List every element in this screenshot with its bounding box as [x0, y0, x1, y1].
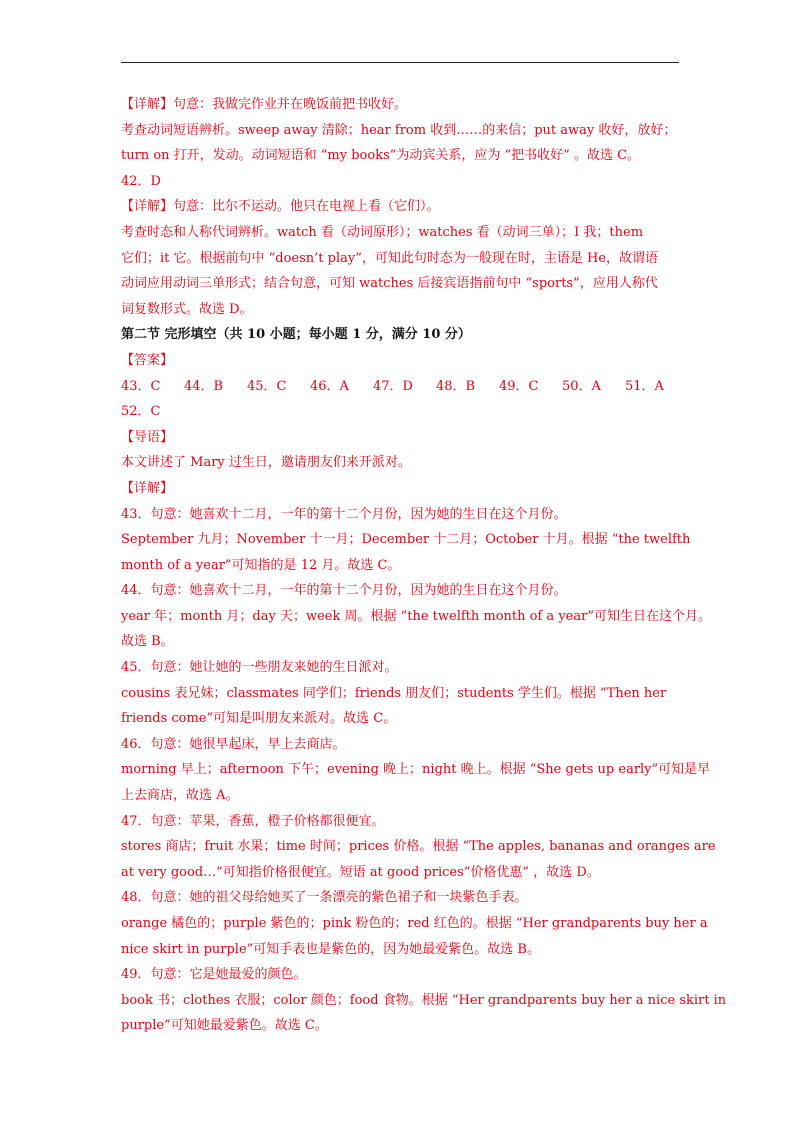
text-line: month of a year”可知指的是 12 月。故选 C。	[121, 557, 401, 573]
answer-key-row	[121, 374, 686, 400]
text-line: 故选 B。	[121, 634, 174, 650]
text-line: cousins 表兄妹；classmates 同学们；friends 朋友们；students 学生们。根据 “Then her	[121, 685, 667, 701]
text-line: 它们；it 它。根据前句中 “doesn’t play”，可知此句时态为一般现在时，主语是 He，故谓语	[121, 250, 659, 266]
text-line: 动词应用动词三单形式；结合句意，可知 watches 后接宾语指前句中 “sports”，应用人称代	[121, 276, 658, 292]
text-line: stores 商店；fruit 水果；time 时间；prices 价格。根据 “The apples, bananas and oranges are	[121, 839, 716, 855]
text-line: book 书；clothes 衣服；color 颜色；food 食物。根据 “Her grandparents buy her a nice skirt in	[121, 992, 727, 1008]
text-line: 上去商店，故选 A。	[121, 788, 239, 804]
text-line: nice skirt in purple”可知手表也是紫色的，因为她最爱紫色。故选 B。	[121, 941, 540, 957]
answer-item: 49．C	[499, 378, 539, 394]
text-line: 45．句意：她让她的一些朋友来她的生日派对。	[121, 660, 398, 676]
text-line: 【详解】句意：我做完作业并在晚饭前把书收好。	[121, 97, 408, 112]
text-line: 46．句意：她很早起床，早上去商店。	[121, 736, 346, 752]
text-line: 【导语】	[121, 429, 174, 445]
text-line: morning 早上；afternoon 下午；evening 晚上；night 晚上。根据 “She gets up early”可知是早	[121, 762, 711, 778]
text-line: 52．C	[121, 404, 161, 420]
answer-item: 45．C	[247, 378, 287, 394]
text-line: 考查时态和人称代词辨析。watch 看（动词原形）；watches 看（动词三单）；I 我；them	[121, 224, 644, 240]
text-line: 词复数形式。故选 D。	[121, 301, 253, 317]
text-line: 42．D	[121, 173, 161, 189]
document-body	[121, 92, 727, 1039]
text-line: friends come”可知是叫朋友来派对。故选 C。	[121, 711, 397, 727]
text-line: 考查动词短语辨析。sweep away 清除；hear from 收到……的来信；put away 收好，放好；	[121, 122, 677, 138]
text-line: purple”可知她最爱紫色。故选 C。	[121, 1018, 328, 1034]
text-line: 43．句意：她喜欢十二月，一年的第十二个月份，因为她的生日在这个月份。	[121, 506, 567, 522]
answer-item: 51．A	[625, 378, 664, 394]
text-line: 44．句意：她喜欢十二月，一年的第十二个月份，因为她的生日在这个月份。	[121, 583, 567, 599]
answer-item: 46．A	[310, 378, 349, 394]
answer-item: 47．D	[373, 378, 413, 394]
text-line: 【详解】	[121, 480, 174, 496]
header-rule	[121, 62, 679, 63]
answer-item: 48．B	[436, 378, 476, 394]
text-line: orange 橘色的；purple 紫色的；pink 粉色的；red 红色的。根据 “Her grandparents buy her a	[121, 916, 708, 931]
answer-item: 50．A	[562, 378, 601, 394]
text-line: 【详解】句意：比尔不运动。他只在电视上看（它们）。	[121, 199, 440, 215]
text-line: 48．句意：她的祖父母给她买了一条漂亮的紫色裙子和一块紫色手表。	[121, 890, 528, 906]
text-line: 49．句意：它是她最爱的颜色。	[121, 967, 307, 983]
text-line: 47．句意：苹果，香蕉，橙子价格都很便宜。	[121, 813, 385, 829]
answer-item: 43．C	[121, 378, 161, 394]
text-line: at very good…”可知指价格很便宜。短语 at good prices“价格优惠” ，故选 D。	[121, 864, 600, 880]
answer-item: 44．B	[184, 378, 224, 394]
text-line: turn on 打开，发动。动词短语和 “my books”为动宾关系，应为 “把书收好” 。故选 C。	[121, 148, 641, 164]
section-heading: 第二节 完形填空（共 10 小题；每小题 1 分，满分 10 分）	[121, 327, 471, 343]
text-line: 本文讲述了 Mary 过生日，邀请朋友们来开派对。	[121, 455, 411, 471]
text-line: year 年；month 月；day 天；week 周。根据 “the twelfth month of a year”可知生日在这个月。	[121, 608, 711, 624]
text-line: September 九月；November 十一月；December 十二月；October 十月。根据 “the twelfth	[121, 532, 691, 548]
text-line: 【答案】	[121, 352, 174, 368]
